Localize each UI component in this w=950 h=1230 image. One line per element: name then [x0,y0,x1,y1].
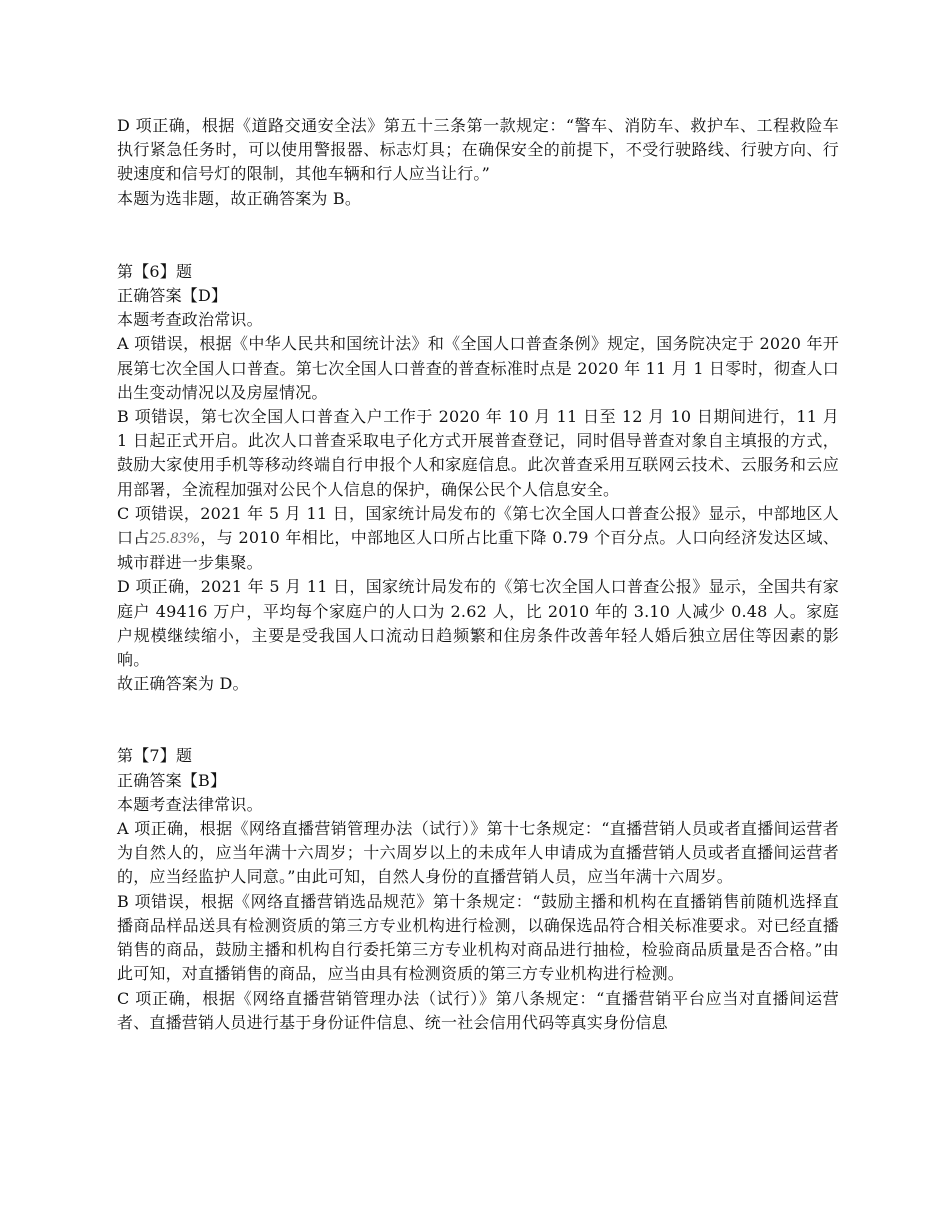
option-a-explanation: A 项错误，根据《中华人民共和国统计法》和《全国人口普查条例》规定，国务院决定于 2020 年开展第七次全国人口普查。第七次全国人口普查的普查标准时点是 2020 年 11 月 1 日零时，彻查人口出生变动情况以及房屋情况。 [117,334,839,402]
question-6 [117,260,839,697]
option-d-explanation: D 项正确，根据《道路交通安全法》第五十三条第一款规定：“警车、消防车、救护车、工程救险车执行紧急任务时，可以使用警报器、标志灯具；在确保安全的前提下，不受行驶路线、行驶方向、行驶速度和信号灯的限制，其他车辆和行人应当让行。” [117,116,839,184]
option-c-text-part1: C 项错误，2021 年 5 月 11 日，国家统计局发布的《第七次全国人口普查公报》显示，中部地区人口占 [117,503,839,548]
option-b-explanation: B 项错误，根据《网络直播营销选品规范》第十条规定：“鼓励主播和机构在直播销售前随机选择直播商品样品送具有检测资质的第三方专业机构进行检测，以确保选品符合相关标准要求。对已经直播销售的商品，鼓励主播和机构自行委托第三方专业机构对商品进行抽检，检验商品质量是否合格。”由此可知，对直播销售的商品，应当由具有检测资质的第三方专业机构进行检测。 [117,891,839,984]
option-d-explanation: D 项正确，2021 年 5 月 11 日，国家统计局发布的《第七次全国人口普查公报》显示，全国共有家庭户 49416 万户，平均每个家庭户的人口为 2.62 人，比 2010 年的 3.10 人减少 0.48 人。家庭户规模继续缩小，主要是受我国人口流动日趋频繁和住房条件改善年轻人婚后独立居住等因素的影响。 [117,577,839,670]
question-title: 第【6】题 [117,261,193,281]
section-top [117,114,839,211]
option-b-explanation: B 项错误，第七次全国人口普查入户工作于 2020 年 10 月 11 日至 12 月 10 日期间进行，11 月 1 日起正式开启。此次人口普查采取电子化方式开展普查登记，同时倡导普查对象自主填报的方式，鼓励大家使用手机等移动终端自行申报个人和家庭信息。此次普查采用互联网云技术、云服务和云应用部署，全流程加强对公民个人信息的保护，确保公民个人信息安全。 [117,407,839,499]
correct-answer: 正确答案【D】 [117,286,228,306]
option-c-text-part2: ，与 2010 年相比，中部地区人口所占比重下降 0.79 个百分点。人口向经济发达区域、城市群进一步集聚。 [117,528,839,573]
topic-text: 本题考查法律常识。 [117,794,263,814]
option-a-explanation: A 项正确，根据《网络直播营销管理办法（试行）》第十七条规定：“直播营销人员或者直播间运营者为自然人的，应当年满十六周岁；十六周岁以上的未成年人申请成为直播营销人员或者直播间运营者的，应当经监护人同意。”由此可知，自然人身份的直播营销人员，应当年满十六周岁。 [117,819,839,887]
topic-text: 本题考查政治常识。 [117,310,263,330]
option-c-highlight-value: 25.83% [149,530,201,548]
document-page [117,114,839,1035]
option-c-explanation [117,502,839,576]
conclusion-text: 本题为选非题，故正确答案为 B。 [117,188,362,208]
correct-answer: 正确答案【B】 [117,770,227,790]
question-7 [117,744,839,1034]
option-c-explanation: C 项正确，根据《网络直播营销管理办法（试行）》第八条规定：“直播营销平台应当对直播间运营者、直播营销人员进行基于身份证件信息、统一社会信用代码等真实身份信息 [117,988,839,1032]
conclusion-text: 故正确答案为 D。 [117,674,249,694]
question-title: 第【7】题 [117,746,193,766]
